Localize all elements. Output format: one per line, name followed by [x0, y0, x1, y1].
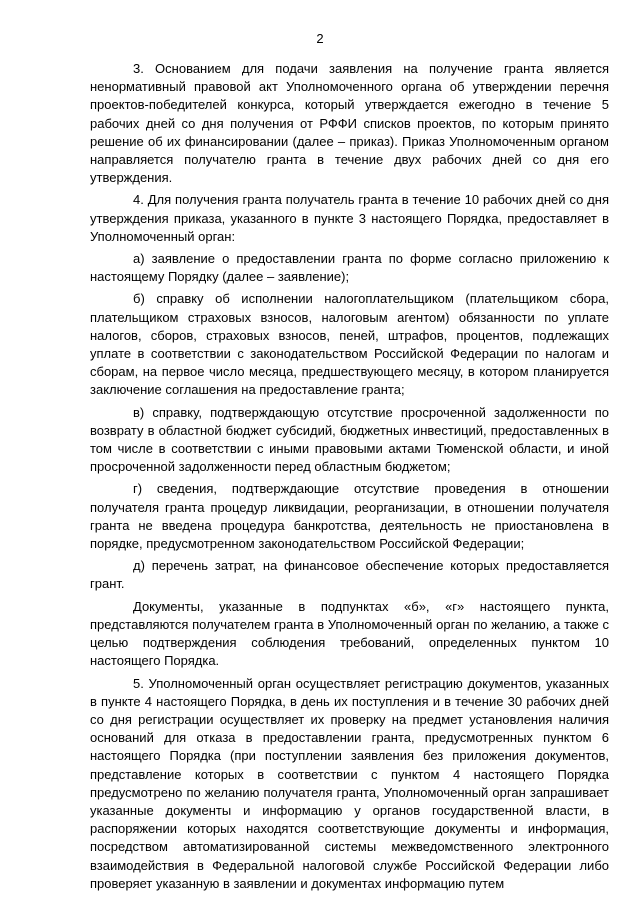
subitem-a: а) заявление о предоставлении гранта по форме согласно приложению к настоящему Порядку (далее – заявление);: [90, 251, 609, 285]
paragraph-3: 3. Основанием для подачи заявления на получение гранта является ненормативный правовой акт Уполномоченного органа об утверждении перечня проектов-победителей конкурса, который утверждается ежегодно в течение 5 рабочих дней со дня получения от РФФИ списков проектов, по которым принято решение об их финансировании (далее – приказ). Приказ Уполномоченным органом направляется получателю гранта в течение двух рабочих дней со дня его утверждения.: [90, 61, 609, 186]
subitem-g: г) сведения, подтверждающие отсутствие проведения в отношении получателя гранта процедур ликвидации, реорганизации, в отношении получателя гранта не введена процедура банкротства, деятельность не приостановлена в порядке, предусмотренном законодательством Российской Федерации;: [90, 481, 609, 552]
subitem-d: д) перечень затрат, на финансовое обеспечение которых предоставляется грант.: [90, 558, 609, 592]
paragraph-4: 4. Для получения гранта получатель гранта в течение 10 рабочих дней со дня утверждения приказа, указанного в пункте 3 настоящего Порядка, предоставляет в Уполномоченный орган:: [90, 192, 609, 244]
page-number: 2: [316, 31, 324, 46]
subitem-v: в) справку, подтверждающую отсутствие просроченной задолженности по возврату в областной бюджет субсидий, бюджетных инвестиций, предоставленных в том числе в соответствии с иными правовыми актами Тюменской области, и иной просроченной задолженности перед областным бюджетом;: [90, 404, 609, 475]
document-body: [90, 60, 609, 897]
paragraph-5: 5. Уполномоченный орган осуществляет регистрацию документов, указанных в пункте 4 настоящего Порядка, в день их поступления и в течение 30 рабочих дней со дня регистрации осуществляет их проверку на предмет установления наличия оснований для отказа в предоставлении гранта, предусмотренных пунктом 6 настоящего Порядка (при поступлении заявления без приложения документов, представление которых в соответствии с пунктом 4 настоящего Порядка предусмотрено по желанию получателя гранта, Уполномоченный орган запрашивает указанные документы и информацию у органов государственной власти, в распоряжении которых находятся соответствующие документы и информация, посредством автоматизированной системы межведомственного электронного взаимодействия в Федеральной налоговой службе Российской Федерации либо проверяет указанную в заявлении и документах информацию путем: [90, 675, 609, 891]
subitem-b: б) справку об исполнении налогоплательщиком (плательщиком сбора, плательщиком страховых взносов, налоговым агентом) обязанности по уплате налогов, сборов, страховых взносов, пеней, штрафов, процентов, подлежащих уплате в соответствии с законодательством Российской Федерации по налогам и сборам, на первое число месяца, предшествующего месяцу, в котором планируется заключение соглашения на предоставление гранта;: [90, 291, 609, 398]
documents-note: Документы, указанные в подпунктах «б», «г» настоящего пункта, представляются получателем гранта в Уполномоченный орган по желанию, а также с целью подтверждения соблюдения требований, определенных пунктом 10 настоящего Порядка.: [90, 598, 609, 669]
